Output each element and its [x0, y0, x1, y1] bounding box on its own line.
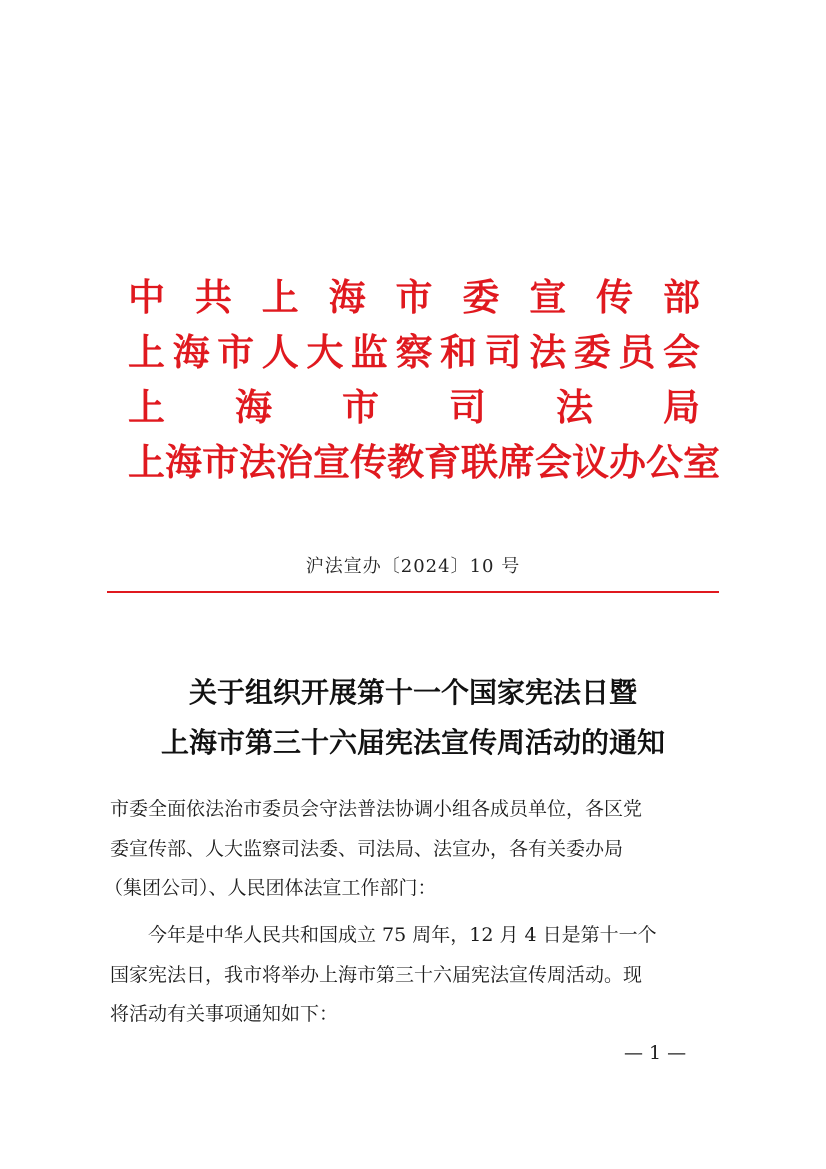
issuer-char: 中 [128, 275, 165, 319]
issuer-char: 议 [572, 440, 609, 484]
issuer-char: 员 [618, 330, 656, 374]
issuer-line-1 [128, 270, 700, 325]
issuer-line-3 [128, 380, 700, 435]
paragraph-1-line-3: 将活动有关事项通知如下： [110, 1003, 339, 1025]
issuer-char: 上 [128, 385, 165, 429]
issuer-char: 会 [535, 440, 572, 484]
issuer-char: 室 [683, 440, 720, 484]
issuer-char: 和 [440, 330, 478, 374]
issuer-char: 治 [276, 440, 313, 484]
issuer-char: 海 [235, 385, 272, 429]
issuing-authorities [128, 270, 720, 490]
red-separator-line [107, 591, 719, 593]
issuer-char: 共 [194, 275, 232, 319]
document-number: 沪法宣办〔2024〕10 号 [305, 556, 521, 577]
addressee-line-1: 市委全面依法治市委员会守法普法协调小组各成员单位，各区党 [110, 798, 643, 820]
issuer-char: 市 [202, 440, 239, 484]
issuer-line-2 [128, 325, 700, 380]
issuer-char: 育 [424, 440, 461, 484]
issuer-char: 委 [573, 330, 611, 374]
issuer-char: 联 [461, 440, 498, 484]
issuer-char: 上 [128, 330, 165, 374]
issuer-char: 察 [395, 330, 433, 374]
addressee-line-3: （集团公司）、人民团体法宣工作部门： [104, 877, 437, 899]
issuer-char: 市 [217, 330, 255, 374]
paragraph-1-line-2: 国家宪法日，我市将举办上海市第三十六届宪法宣传周活动。现 [110, 964, 643, 986]
issuer-char: 办 [609, 440, 646, 484]
issuer-char: 海 [165, 440, 202, 484]
issuer-char: 委 [462, 275, 500, 319]
issuer-char: 上 [261, 275, 299, 319]
issuer-char: 传 [596, 275, 634, 319]
issuer-line-4 [128, 435, 720, 490]
paragraph-1-line-1: 今年是中华人民共和国成立 75 周年，12 月 4 日是第十一个 [148, 924, 657, 946]
addressee-line-2: 委宣传部、人大监察司法委、司法局、法宣办，各有关委办局 [110, 838, 624, 860]
issuer-char: 法 [239, 440, 276, 484]
issuer-char: 海 [172, 330, 210, 374]
issuer-char: 市 [342, 385, 379, 429]
issuer-char: 司 [449, 385, 486, 429]
issuer-char: 法 [529, 330, 567, 374]
issuer-char: 会 [662, 330, 700, 374]
issuer-char: 宣 [313, 440, 350, 484]
issuer-char: 市 [395, 275, 433, 319]
issuer-char: 上 [128, 440, 165, 484]
issuer-char: 公 [646, 440, 683, 484]
issuer-char: 监 [350, 330, 388, 374]
issuer-char: 部 [663, 275, 700, 319]
issuer-char: 席 [498, 440, 535, 484]
document-title-line-1: 关于组织开展第十一个国家宪法日暨 [188, 676, 637, 709]
issuer-char: 人 [261, 330, 299, 374]
issuer-char: 传 [350, 440, 387, 484]
page-number: — 1 — [624, 1042, 687, 1064]
issuer-char: 司 [484, 330, 522, 374]
issuer-char: 法 [556, 385, 593, 429]
document-title-line-2: 上海市第三十六届宪法宣传周活动的通知 [160, 726, 665, 759]
issuer-char: 局 [663, 385, 700, 429]
issuer-char: 宣 [529, 275, 567, 319]
issuer-char: 大 [306, 330, 344, 374]
issuer-char: 教 [387, 440, 424, 484]
issuer-char: 海 [328, 275, 366, 319]
